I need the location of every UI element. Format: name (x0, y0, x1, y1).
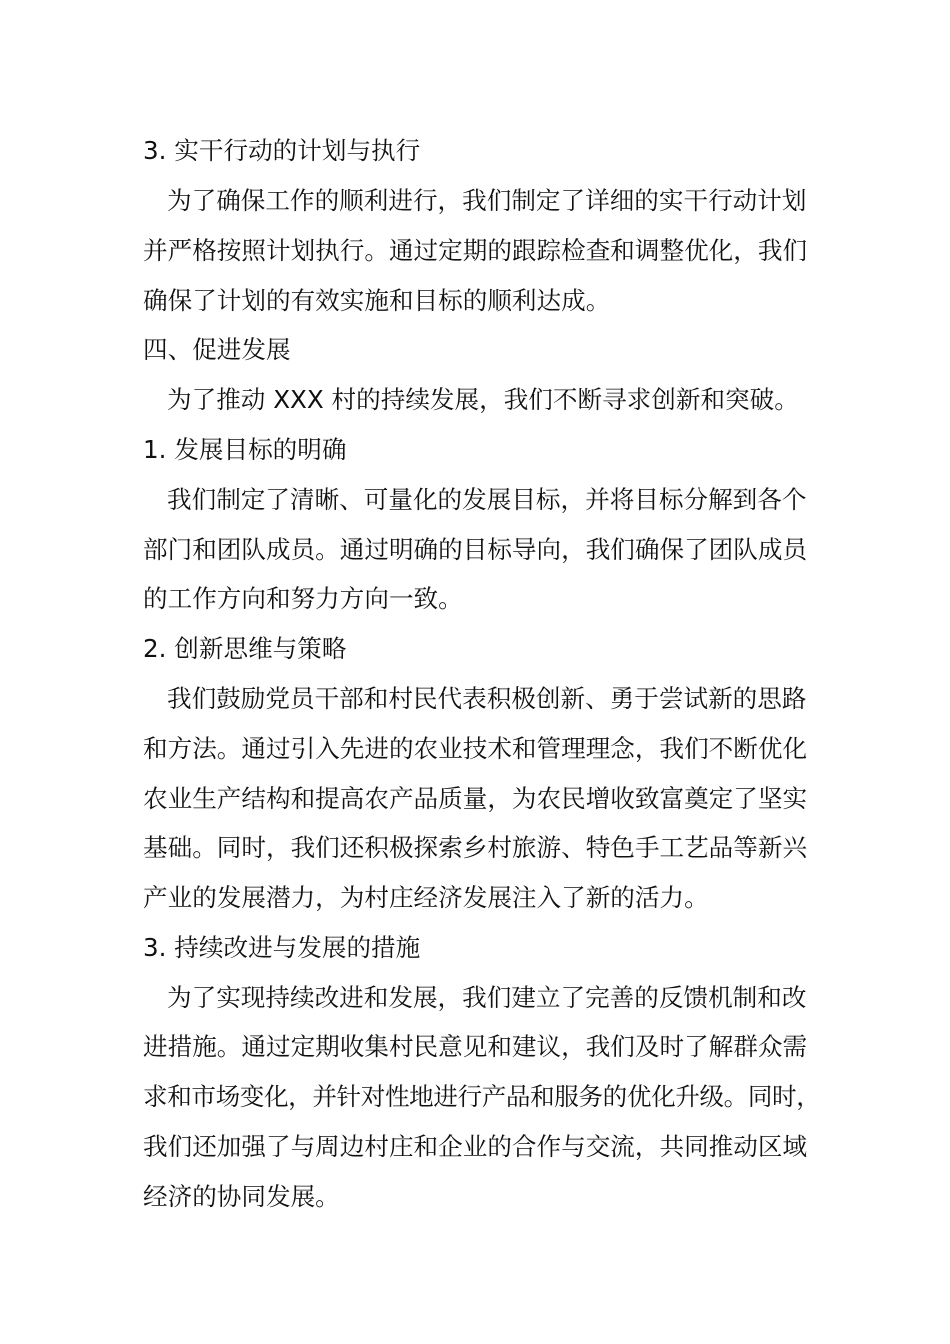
paragraph-line: 为了确保工作的顺利进行，我们制定了详细的实干行动计划 (167, 186, 807, 215)
paragraph-line: 农业生产结构和提高农产品质量，为农民增收致富奠定了坚实 (143, 784, 808, 813)
subsection-heading-continuous-improvement: 3. 持续改进与发展的措施 (143, 933, 421, 962)
paragraph-line: 我们制定了清晰、可量化的发展目标，并将目标分解到各个 (167, 485, 807, 514)
paragraph-line: 确保了计划的有效实施和目标的顺利达成。 (143, 286, 611, 315)
paragraph-line: 求和市场变化，并针对性地进行产品和服务的优化升级。同时， (143, 1082, 821, 1111)
subsection-heading-innovation: 2. 创新思维与策略 (143, 634, 347, 663)
paragraph-line: 并严格按照计划执行。通过定期的跟踪检查和调整优化，我们 (143, 236, 808, 265)
paragraph-line: 基础。同时，我们还积极探索乡村旅游、特色手工艺品等新兴 (143, 833, 808, 862)
paragraph-line: 我们鼓励党员干部和村民代表积极创新、勇于尝试新的思路 (167, 684, 807, 713)
paragraph-line: 我们还加强了与周边村庄和企业的合作与交流，共同推动区域 (143, 1132, 808, 1161)
paragraph-line: 为了推动 XXX 村的持续发展，我们不断寻求创新和突破。 (167, 385, 799, 414)
paragraph-line: 部门和团队成员。通过明确的目标导向，我们确保了团队成员 (143, 535, 808, 564)
section-heading-promote-development: 四、促进发展 (143, 335, 291, 364)
paragraph-line: 为了实现持续改进和发展，我们建立了完善的反馈机制和改 (167, 983, 807, 1012)
paragraph-line: 和方法。通过引入先进的农业技术和管理理念，我们不断优化 (143, 734, 808, 763)
paragraph-line: 的工作方向和努力方向一致。 (143, 584, 463, 613)
paragraph-line: 产业的发展潜力，为村庄经济发展注入了新的活力。 (143, 883, 709, 912)
paragraph-line: 经济的协同发展。 (143, 1182, 340, 1211)
subsection-heading-goals: 1. 发展目标的明确 (143, 435, 347, 464)
section-heading-implementation-plan: 3. 实干行动的计划与执行 (143, 136, 421, 165)
paragraph-line: 进措施。通过定期收集村民意见和建议，我们及时了解群众需 (143, 1032, 808, 1061)
